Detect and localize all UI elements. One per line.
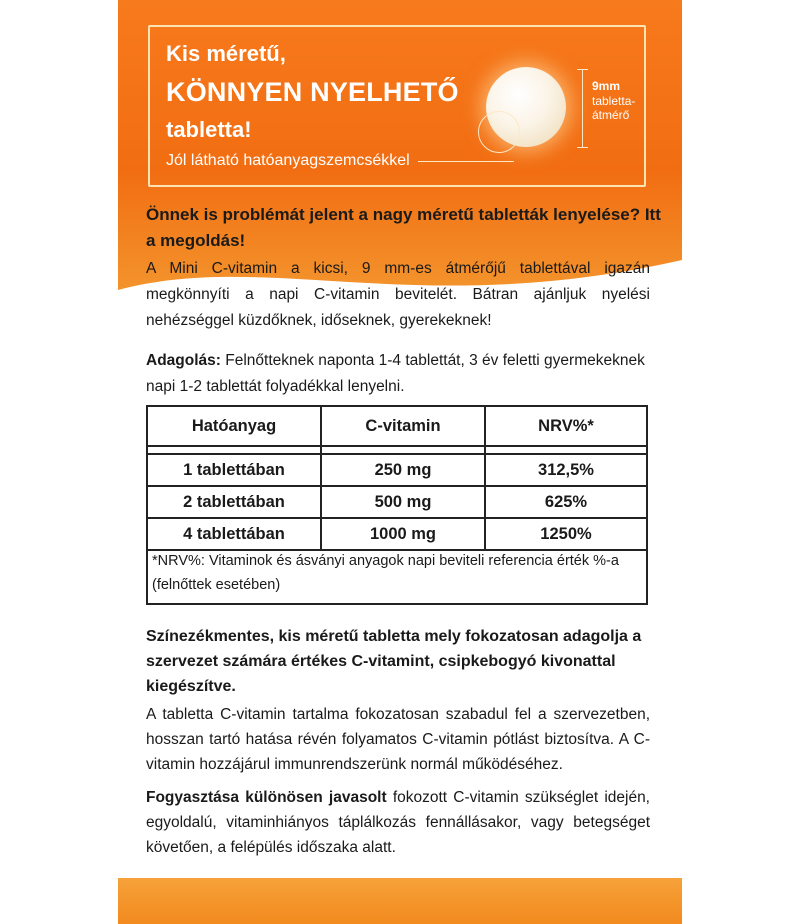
promo-line-2: KÖNNYEN NYELHETŐ [166, 77, 459, 107]
table-cell: 1 tablettában [147, 454, 321, 486]
dimension-cap-top [577, 69, 588, 70]
dosage-text: Felnőtteknek naponta 1-4 tablettát, 3 év feletti gyermekeknek napi 1-2 tablettát folyadékkal lenyelni. [146, 352, 645, 395]
granule-highlight-ring [478, 111, 520, 153]
table-header-row [147, 406, 647, 446]
intro-paragraph: A Mini C-vitamin a kicsi, 9 mm-es átmérőjű tablettával igazán megkönnyíti a napi C-vitamin bevitelét. Bátran ajánljuk nyelési nehézséggel küzdőknek, időseknek, gyerekeknek! [146, 260, 650, 329]
dosage-label: Adagolás: [146, 352, 221, 369]
table-row [147, 454, 647, 486]
pointer-line [418, 161, 514, 162]
table-cell: 500 mg [321, 486, 485, 518]
table-cell: 312,5% [485, 454, 647, 486]
promo-line-4: Jól látható hatóanyagszemcsékkel [166, 152, 410, 169]
header-vitamin-c: C-vitamin [321, 406, 485, 446]
table-spacer [147, 446, 647, 454]
recommendation-label: Fogyasztása különösen javasolt [146, 789, 387, 806]
table-cell: 1000 mg [321, 518, 485, 550]
nrv-note-box [146, 543, 648, 605]
table-cell: 4 tablettában [147, 518, 321, 550]
feature-heading: Színezékmentes, kis méretű tabletta mely fokozatosan adagolja a szervezet számára értékes C-vitamint, csipkebogyó kivonattal kiegészítve. [146, 628, 642, 695]
dimension-cap-bottom [577, 147, 588, 148]
table-cell: 250 mg [321, 454, 485, 486]
dosage-paragraph [146, 348, 650, 400]
question-heading: Önnek is problémát jelent a nagy méretű tabletták lenyelése? Itt a megoldás! [146, 205, 661, 250]
nutrition-table [146, 405, 648, 551]
header-nrv: NRV%* [485, 406, 647, 446]
header-active-ingredient: Hatóanyag [147, 406, 321, 446]
table-row [147, 486, 647, 518]
promo-box [148, 25, 646, 187]
diameter-value: 9mm [592, 79, 621, 93]
dimension-line [582, 69, 583, 147]
table-cell: 625% [485, 486, 647, 518]
nrv-note: *NRV%: Vitaminok és ásványi anyagok napi beviteli referencia érték %-a (felnőttek esetében) [152, 553, 619, 593]
recommendation-paragraph [146, 785, 650, 860]
product-panel [118, 0, 682, 924]
promo-line-1: Kis méretű, [166, 41, 286, 66]
recommendation-text: fokozott C-vitamin szükséglet idején, egyoldalú, vitaminhiányos táplálkozás fennállásakor, vagy betegséget követően, a felépülés időszaka alatt. [146, 789, 650, 856]
orange-footer-band [118, 878, 682, 924]
promo-line-3: tabletta! [166, 117, 252, 142]
table-cell: 2 tablettában [147, 486, 321, 518]
diameter-label: tabletta-átmérő [592, 94, 636, 122]
release-paragraph: A tabletta C-vitamin tartalma fokozatosan szabadul fel a szervezetben, hosszan tartó hatása révén folyamatos C-vitamin pótlást biztosítva. A C-vitamin hozzájárul immunrendszerünk normál működéséhez. [146, 706, 650, 773]
table-cell: 1250% [485, 518, 647, 550]
